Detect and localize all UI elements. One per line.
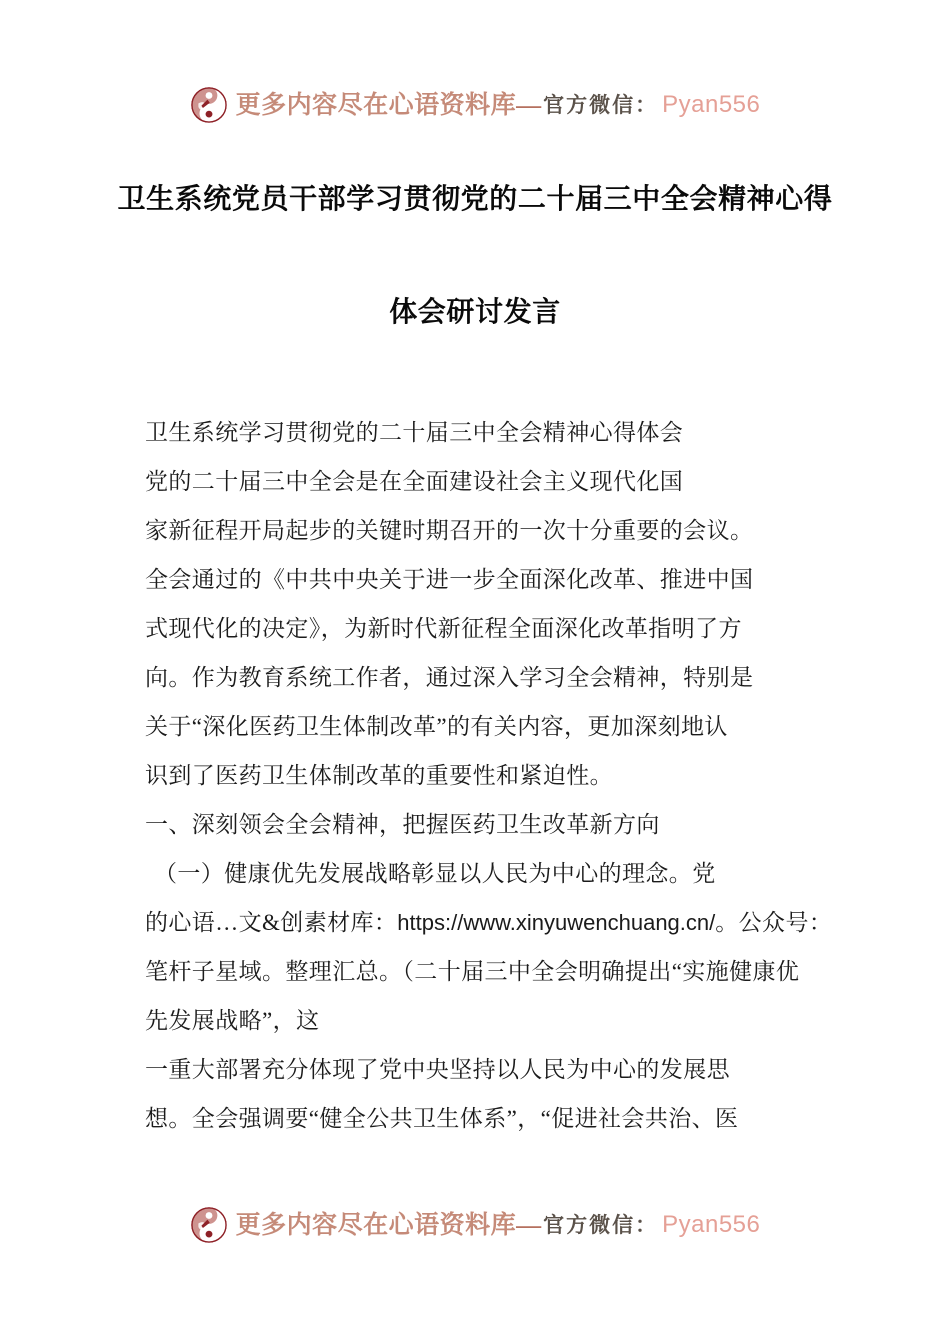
body-line-text: 全会通过的《中共中央关于进一步全面深化改革、推进中国 xyxy=(145,567,754,592)
body-line-text: 向。作为教育系统工作者，通过深入学习全会精神，特别是 xyxy=(145,665,754,690)
watermark-dash: — xyxy=(516,1211,542,1239)
watermark-channel-label: 官方微信： xyxy=(543,92,659,117)
body-line xyxy=(145,947,835,996)
body-line xyxy=(145,506,835,555)
body-line xyxy=(145,1094,835,1143)
body-line-text: 的心语…文&创素材库： xyxy=(145,910,398,935)
watermark-brand-text: 更多内容尽在心语资料库 xyxy=(235,91,517,119)
source-url[interactable]: https://www.xinyuwenchuang.cn/ xyxy=(397,910,716,935)
body-line xyxy=(145,898,835,947)
body-line-text-tail: 。公众号： xyxy=(715,910,833,935)
watermark-dash: — xyxy=(516,91,542,119)
body-line-text: 一重大部署充分体现了党中央坚持以人民为中心的发展思 xyxy=(145,1057,730,1082)
watermark-wechat-id: Pyan556 xyxy=(662,1211,761,1238)
body-line xyxy=(145,849,835,898)
body-line xyxy=(145,408,835,457)
body-line xyxy=(145,702,835,751)
body-line xyxy=(145,653,835,702)
body-line xyxy=(145,555,835,604)
body-line xyxy=(145,800,835,849)
watermark-brand-text: 更多内容尽在心语资料库 xyxy=(235,1211,517,1239)
body-line xyxy=(145,457,835,506)
body-line-text: 党的二十届三中全会是在全面建设社会主义现代化国 xyxy=(145,469,684,494)
body-line-text: 家新征程开局起步的关键时期召开的一次十分重要的会议。 xyxy=(145,518,754,543)
body-line-text: 关于“深化医药卫生体制改革”的有关内容，更加深刻地认 xyxy=(145,714,728,739)
body-line-text: 笔杆子星域。整理汇总。（二十届三中全会明确提出“实施健康优 xyxy=(145,959,800,984)
body-line xyxy=(145,996,835,1045)
page-title-line-2: 体会研讨发言 xyxy=(389,297,561,328)
header-watermark xyxy=(0,86,950,124)
watermark-channel-label: 官方微信： xyxy=(543,1212,659,1237)
body-line-text: 识到了医药卫生体制改革的重要性和紧迫性。 xyxy=(145,763,613,788)
body-line-text: （一）健康优先发展战略彰显以人民为中心的理念。党 xyxy=(154,861,716,886)
body-line xyxy=(145,751,835,800)
page-title-line-1: 卫生系统党员干部学习贯彻党的二十届三中全会精神心得 xyxy=(117,184,833,215)
body-line-text: 一、深刻领会全会精神，把握医药卫生改革新方向 xyxy=(145,812,660,837)
body-line-text: 想。全会强调要“健全公共卫生体系”，“促进社会共治、医 xyxy=(145,1106,739,1131)
watermark-wechat-id: Pyan556 xyxy=(662,91,761,118)
body-line xyxy=(145,1045,835,1094)
document-body xyxy=(145,408,835,1143)
xinyu-brand-logo-icon xyxy=(190,86,228,124)
body-line-text: 先发展战略”，这 xyxy=(145,1008,320,1033)
body-line-text: 卫生系统学习贯彻党的二十届三中全会精神心得体会 xyxy=(145,420,684,445)
body-line xyxy=(145,604,835,653)
footer-watermark xyxy=(0,1206,950,1244)
body-line-text: 式现代化的决定》，为新时代新征程全面深化改革指明了方 xyxy=(145,616,742,641)
xinyu-brand-logo-icon xyxy=(190,1206,228,1244)
